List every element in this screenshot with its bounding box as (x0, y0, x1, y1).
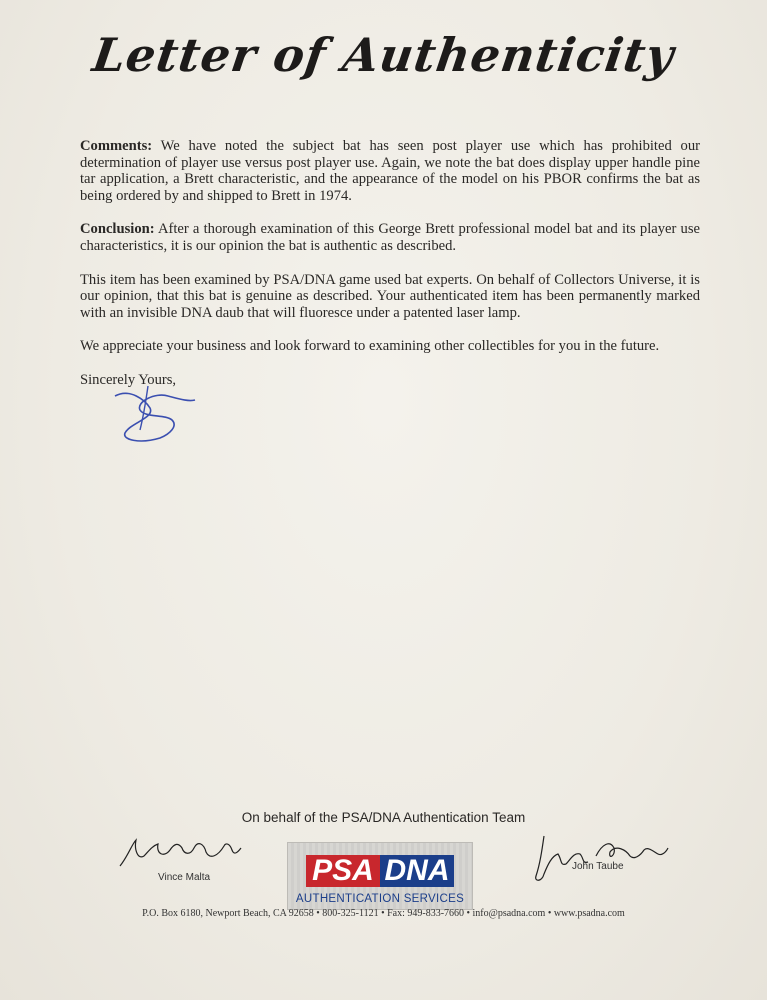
logo-dna-text: DNA (380, 855, 454, 887)
john-taube-signature (530, 830, 670, 886)
conclusion-label: Conclusion: (80, 221, 155, 238)
closing-line: Sincerely Yours, (80, 371, 177, 388)
comments-text: We have noted the subject bat has seen post player use which has prohibited our determination of player use versus post player use. Again, we note the bat does display upper handle pine tar application, a Brett characteristic, and the appearance of the model on his PBOR confirms the bat as being ordered by and shipped to Brett in 1974. (80, 138, 700, 204)
vince-malta-signature (118, 836, 243, 870)
left-signer-name: Vince Malta (158, 872, 211, 883)
conclusion-paragraph (80, 221, 700, 254)
contact-address: P.O. Box 6180, Newport Beach, CA 92658 • 800-325-1121 • Fax: 949-833-7660 • info@psadna.com • www.psadna.com (142, 908, 625, 919)
on-behalf-line: On behalf of the PSA/DNA Authentication Team (241, 810, 526, 825)
psa-dna-logo (287, 842, 473, 910)
appreciation-paragraph: We appreciate your business and look forward to examining other collectibles for you in the future. (80, 338, 660, 355)
logo-subtitle: AUTHENTICATION SERVICES (295, 893, 465, 905)
comments-label: Comments: (80, 138, 153, 154)
logo-psa-text: PSA (306, 855, 380, 887)
handwritten-signature (110, 378, 210, 448)
right-signer-name: John Taube (572, 861, 624, 872)
letter-title: Letter of Authenticity (89, 28, 678, 82)
conclusion-text: After a thorough examination of this George Brett professional model bat and its player use characteristics, it is our opinion the bat is authentic as described. (80, 221, 700, 254)
letter-body (80, 138, 700, 406)
comments-paragraph (80, 138, 700, 204)
examination-paragraph: This item has been examined by PSA/DNA game used bat experts. On behalf of Collectors Universe, it is our opinion, that this bat is genuine as described. Your authenticated item has been permanently marked with an invisible DNA daub that will fluoresce under a patented laser lamp. (80, 271, 700, 321)
